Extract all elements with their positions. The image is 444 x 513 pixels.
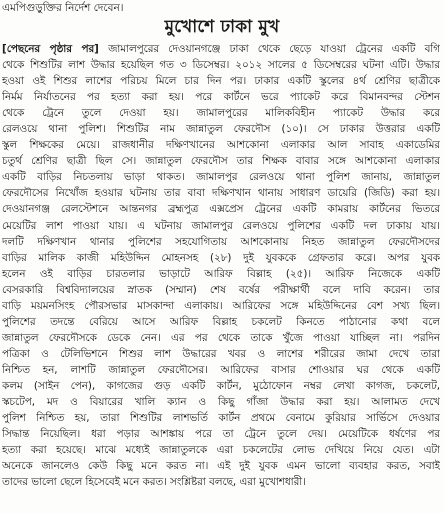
article-line: পুলিশ নিশ্চিত হয়, তারা শিশুটির লাশভর্তি কার্টন প্রথমে বেনামে কুরিয়ার সার্ভিসে দেওয়ার	[2, 412, 440, 425]
article-line: বেসরকারি বিশ্ববিদ্যালয়ের স্নাতক (সম্মান) শেষ বর্ষের পরীক্ষার্থী বলে দাবি করেন। তার	[2, 283, 440, 296]
article-line: থেকে শিশুটির লাশ উদ্ধার হয়েছিল গত ৩ ডিসেম্বর। ২০১২ সালের ৫ ডিসেম্বরের ঘটনা এটি। উদ্ধার	[2, 59, 440, 72]
article-line: নির্মম নির্যাতনের পর হত্যা করা হয়। পরে কার্টনে ভরে প্যাকেট করে বিমানবন্দর স্টেশন	[2, 91, 440, 104]
article-line: মেয়েটির লাশ পাওয়া যায়। এ ঘটনায় জামালপুর রেলওয়ে পুলিশের একটি দল ঢাকায় যায়।	[2, 219, 440, 232]
article-line: দেওয়ানগঞ্জ রেলস্টেশনে আন্তনগর ব্রহ্মপুত্র এক্সপ্রেস ট্রেনের একটি কামরায় কার্টনের ভিতরে	[2, 203, 440, 216]
article-line: হওয়া ওই শিশুর লাশের পরিচয় মিলে চার দিন পর। ঢাকার একটি স্কুলের ৪র্থ শ্রেণির ছাত্রীকে	[2, 75, 440, 88]
article-line-first	[2, 41, 440, 57]
article-line: স্কুল শিক্ষকের মেয়ে। রাজধানীর দক্ষিণখানের আশকোনা এলাকার আল সাবাহ একাডেমির	[2, 139, 440, 152]
article-line-first-text: জামালপুরের দেওয়ানগঞ্জে ঢাকা থেকে ছেড়ে যাওয়া ট্রেনের একটি বগি	[98, 43, 440, 55]
article-line: হলেন ওই বাড়ির চারতলার ভাড়াটে আরিফ বিল্লাহ (২৫)। আরিফ নিজেকে একটি	[2, 267, 440, 280]
article-line: পত্রিকা ও টেলিভিশনে শিশুর লাশ উদ্ধারের খবর ও লাশের শরীরের জামা দেখে তারা	[2, 347, 440, 360]
article-line: থেকে ট্রেনে তুলে দেওয়া হয়। জামালপুরের মালিকবিহীন প্যাকেট উদ্ধার করে	[2, 107, 440, 120]
article-line: বাড়ি ময়মনসিংহ পৌরসভার মাসকান্দা এলাকায়। আরিফের সঙ্গে মহিউদ্দিনের বেশ সখ্য ছিল।	[2, 299, 440, 312]
article-line: স্কচটেপ, মদ ও বিয়ারের খালি ক্যান ও কিছু গাঁজা উদ্ধার করা হয়। আলামত দেখে	[2, 396, 440, 409]
article-line: নিশ্চিত হন, লাশটি জান্নাতুল ফেরদৌসের। আরিফের বাসার শোওয়ার ঘর থেকে একটি	[2, 363, 440, 376]
article-line: পুলিশের তদন্তে বেরিয়ে আসে আরিফ বিল্লাহ চকলেট কিনতে পাঠানোর কথা বলে	[2, 315, 440, 328]
previous-article-tail: এমপিগুড়ুক্তির নির্দেশ দেবেন।	[2, 2, 124, 14]
article-line: ফেরদৌসের নিখোঁজ হওয়ার ঘটনায় তার বাবা দক্ষিণখান থানায় সাধারণ ডায়েরি (জিডি) করা হয়।	[2, 187, 440, 200]
article-line: কলম (সাইন পেন), কাগজের গুড় একটি কার্টন, মুঠোফোন নম্বর লেখা কাগজ, চকলেট,	[2, 379, 440, 392]
article-body	[2, 41, 440, 490]
article-line: হত্যা করা হয়েছে। মাঝে মধ্যেই জান্নাতুলকে এরা চকলেটের লোভ দেখিয়ে নিয়ে যেত। এটা	[2, 444, 440, 457]
article-line: অনেকে জানলেও কেউ কিছু মনে করত না। এই দুই যুবক এমন ভালো ব্যবহার করত, সবাই	[2, 460, 440, 473]
article-line: জান্নাতুল ফেরদৌসকে ডেকে নেন। এর পর থেকে তাকে খুঁজে পাওয়া যাচ্ছিল না। পরদিন	[2, 331, 440, 344]
article-line: একটি বাড়ির নিচতলায় ভাড়া থাকত। জামালপুর রেলওয়ে থানা পুলিশ জানায়, জান্নাতুল	[2, 171, 440, 184]
article-line: বাড়ির মালিক কাজী মহিউদ্দিন মোহনসহ (২৮) দুই যুবককে গ্রেফতার করে। অপর যুবক	[2, 251, 440, 264]
continued-from-tag: [পেছনের পৃষ্ঠার পর]	[2, 43, 99, 55]
article-line-last: তাদের ভালো ছেলে হিসেবেই মনে করত। সংশ্লিষ্টরা বলছে, এরা মুখোশধারী।	[2, 476, 306, 489]
article-line: রেলওয়ে থানা পুলিশ। শিশুটির নাম জান্নাতুল ফেরদৌস (১০)। সে ঢাকার উত্তরার একটি	[2, 123, 440, 136]
article-line: সিদ্ধান্ত নিয়েছিল। ধরা পড়ার আশঙ্কায় পরে তা ট্রেনে তুলে দেয়। মেয়েটিকে ধর্ষণের পর	[2, 428, 440, 441]
article-line: চতুর্থ শ্রেণির ছাত্রী ছিল সে। জান্নাতুল ফেরদৌস তার শিক্ষক বাবার সঙ্গে আশকোনা এলাকার	[2, 155, 440, 168]
article-line: দলটি দক্ষিণখান থানার পুলিশের সহযোগিতায় আশকোনায় নিহত জান্নাতুল ফেরদৌসদের	[2, 235, 440, 248]
article-headline: মুখোশে ঢাকা মুখ	[164, 17, 280, 37]
